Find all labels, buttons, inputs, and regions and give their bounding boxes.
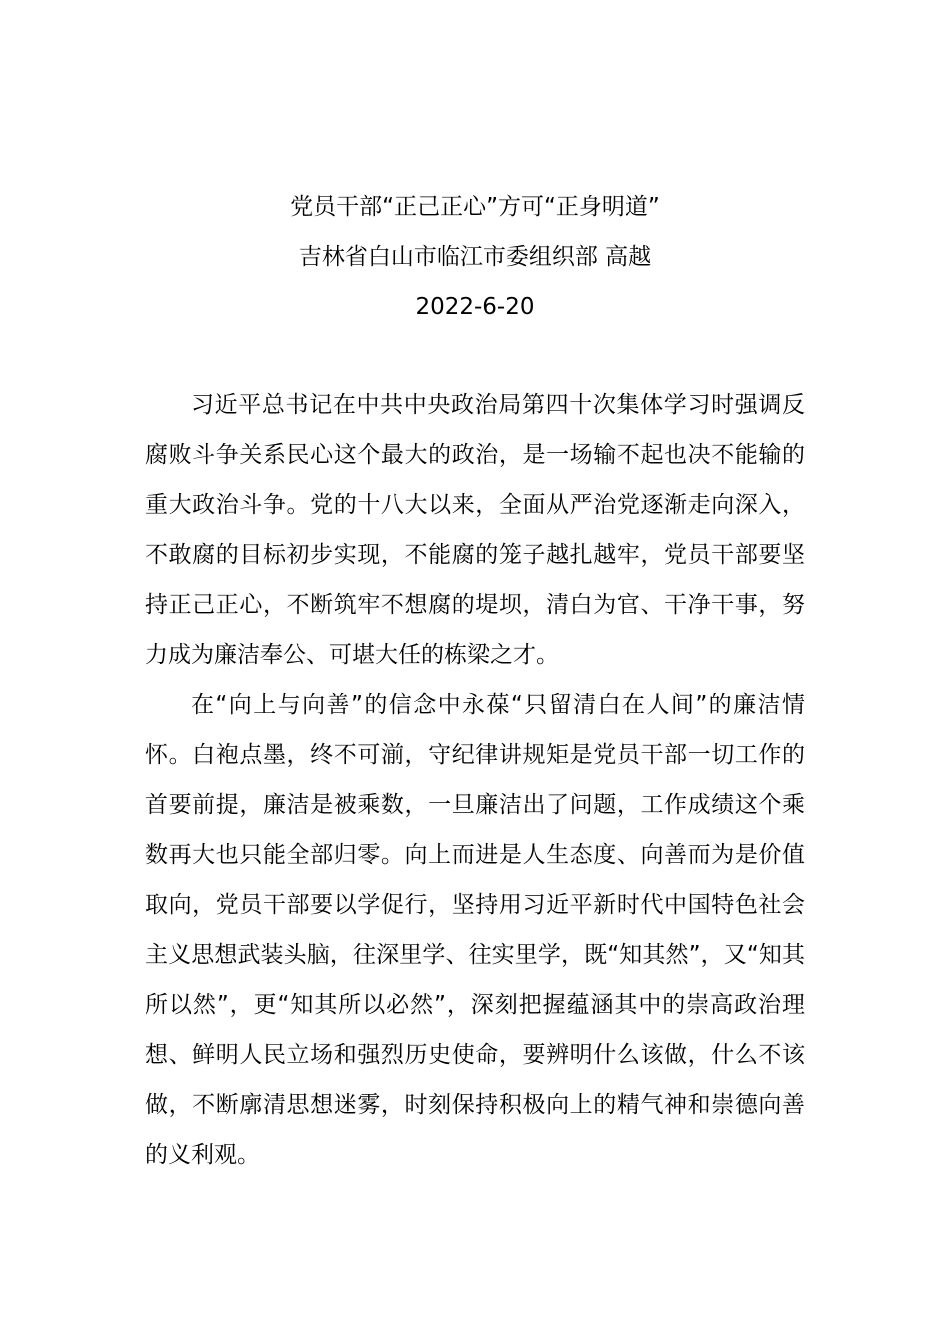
document-body [145, 380, 805, 1180]
paragraph-1: 习近平总书记在中共中央政治局第四十次集体学习时强调反腐败斗争关系民心这个最大的政治，是一场输不起也决不能输的重大政治斗争。党的十八大以来，全面从严治党逐渐走向深入，不敢腐的目标初步实现，不能腐的笼子越扎越牢，党员干部要坚持正己正心，不断筑牢不想腐的堤坝，清白为官、干净干事，努力成为廉洁奉公、可堪大任的栋梁之才。 [145, 392, 805, 668]
document-header [0, 182, 950, 332]
document-title: 党员干部“正己正心”方可“正身明道” [290, 194, 660, 220]
paragraph-2: 在“向上与向善”的信念中永葆“只留清白在人间”的廉洁情怀。白袍点墨，终不可湔，守纪律讲规矩是党员干部一切工作的首要前提，廉洁是被乘数，一旦廉洁出了问题，工作成绩这个乘数再大也只能全部归零。向上而进是人生态度、向善而为是价值取向，党员干部要以学促行，坚持用习近平新时代中国特色社会主义思想武装头脑，往深里学、往实里学，既“知其然”，又“知其所以然”，更“知其所以必然”，深刻把握蕴涵其中的崇高政治理想、鲜明人民立场和强烈历史使命，要辨明什么该做，什么不该做，不断廓清思想迷雾，时刻保持积极向上的精气神和崇德向善的义利观。 [145, 692, 805, 1168]
author-line: 吉林省白山市临江市委组织部 高越 [298, 244, 652, 270]
document-date: 2022-6-20 [415, 294, 535, 320]
